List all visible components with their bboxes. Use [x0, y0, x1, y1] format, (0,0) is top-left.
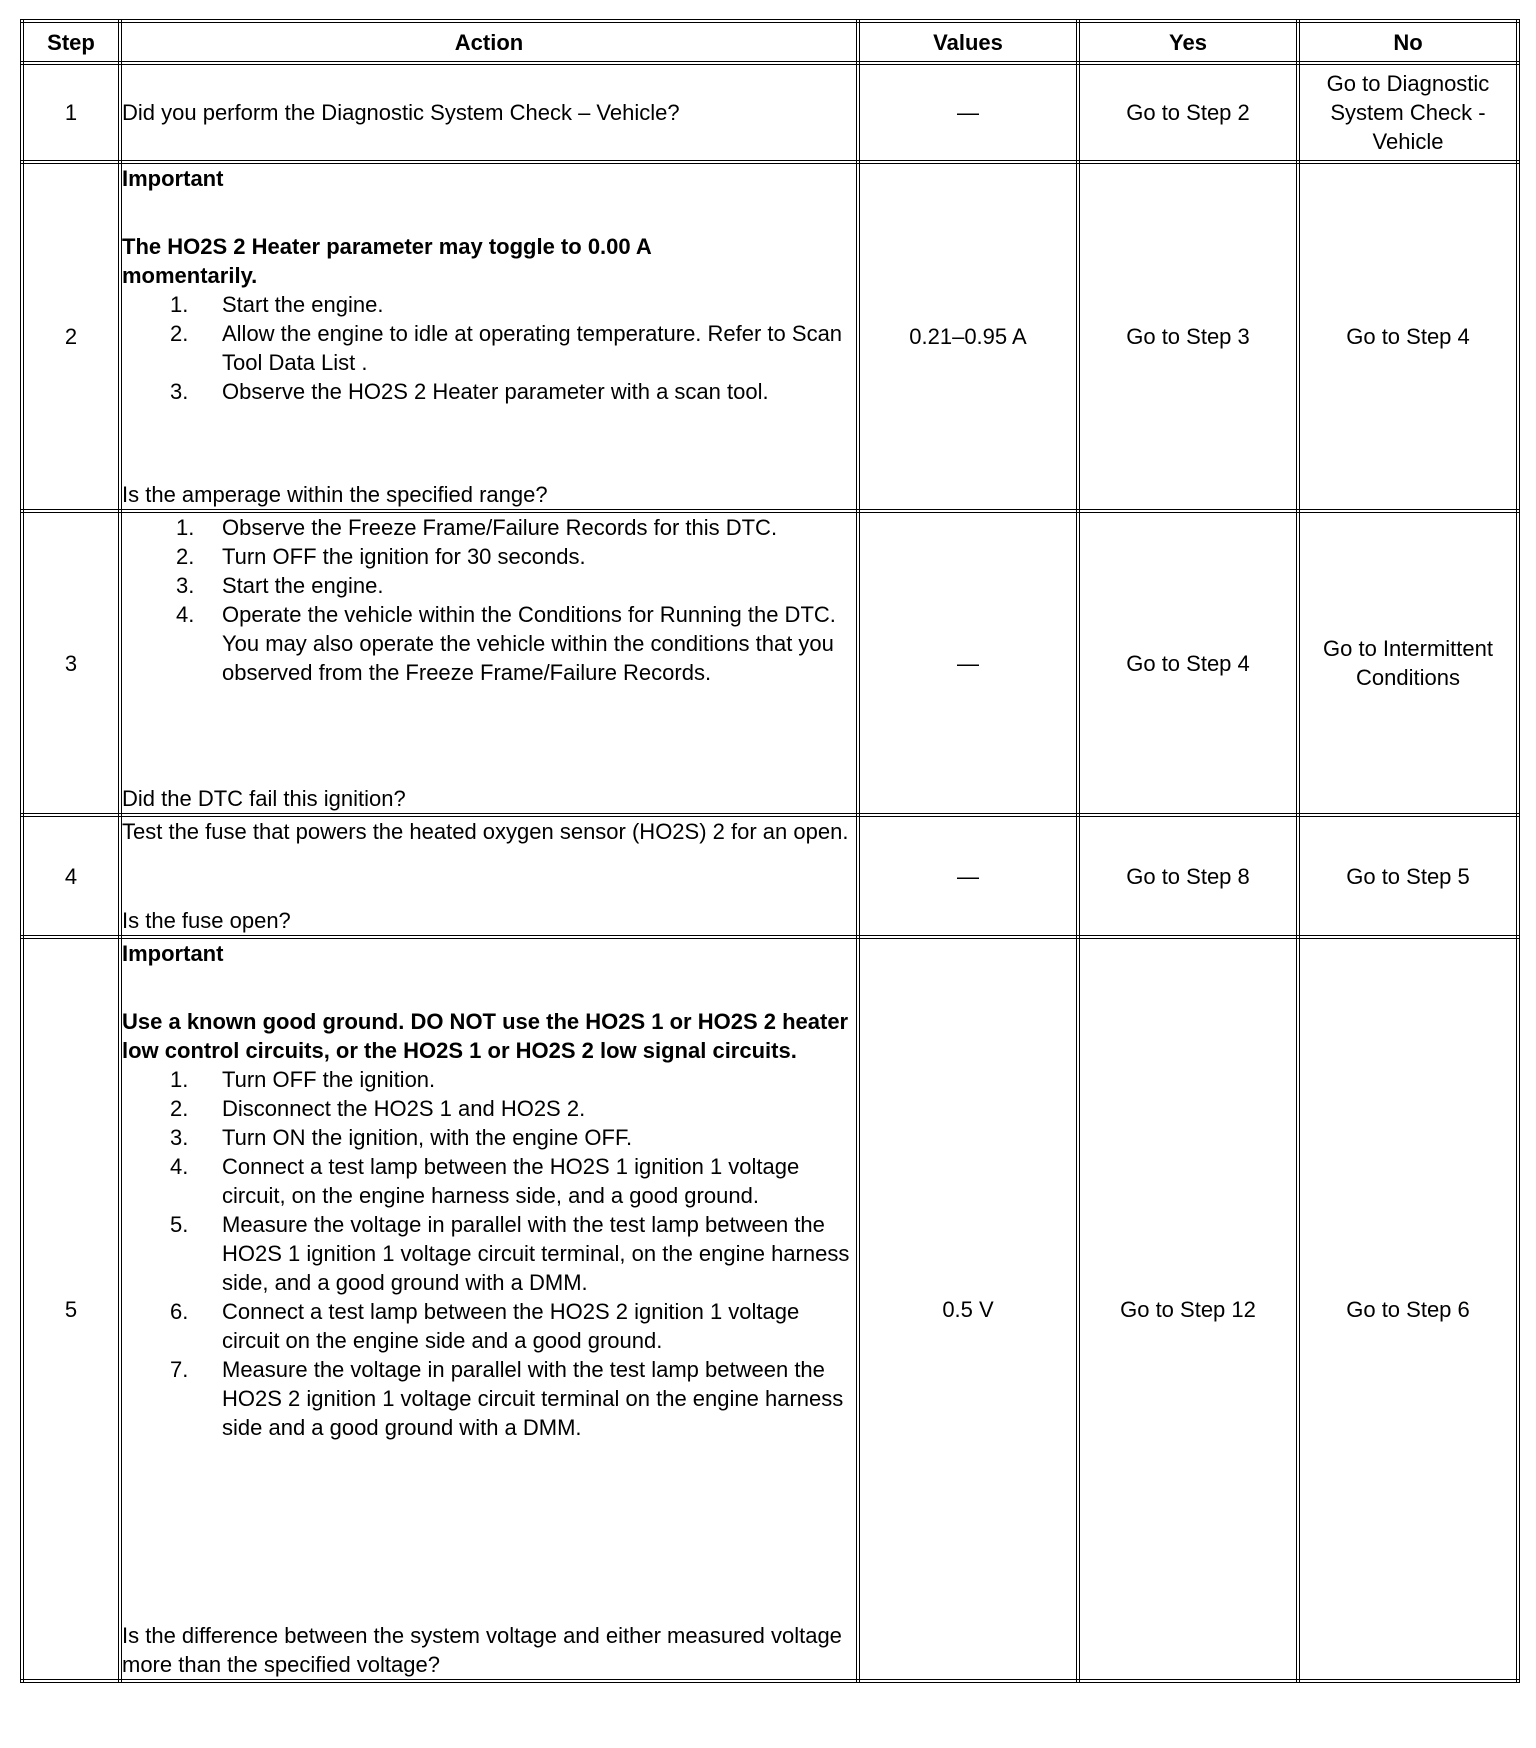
step-list: [122, 290, 856, 406]
important-title: Important: [122, 166, 224, 191]
step-number: 5: [22, 937, 120, 1681]
yes-cell: Go to Step 3: [1078, 162, 1298, 511]
list-item: 1. Observe the Freeze Frame/Failure Records for this DTC.: [176, 515, 778, 540]
action-text: Did you perform the Diagnostic System Check – Vehicle?: [122, 100, 680, 125]
question-text: Is the fuse open?: [122, 908, 291, 933]
question-text: Is the difference between the system voltage and either measured voltage more than the specified voltage?: [122, 1623, 842, 1677]
important-title: Important: [122, 941, 224, 966]
value-cell: —: [858, 63, 1078, 162]
no-cell: Go to Step 6: [1298, 937, 1518, 1681]
no-cell: Go to Step 4: [1298, 162, 1518, 511]
question-text: Is the amperage within the specified range?: [122, 482, 548, 507]
step-number: 1: [22, 63, 120, 162]
table-row: [22, 63, 1518, 162]
important-text: The HO2S 2 Heater parameter may toggle to 0.00 A momentarily.: [122, 234, 651, 288]
step-number: 2: [22, 162, 120, 511]
header-step: Step: [22, 21, 120, 63]
list-item: 1. Start the engine.: [170, 292, 384, 317]
list-item: 2. Disconnect the HO2S 1 and HO2S 2.: [170, 1096, 586, 1121]
header-values: Values: [858, 21, 1078, 63]
header-row: [22, 21, 1518, 63]
list-item: 3. Start the engine.: [176, 573, 384, 598]
table-row: [22, 511, 1518, 815]
table-row: [22, 937, 1518, 1681]
header-no: No: [1298, 21, 1518, 63]
table-row: [22, 815, 1518, 937]
diagnostic-table: [20, 19, 1520, 1683]
list-item: 2. Turn OFF the ignition for 30 seconds.: [176, 544, 586, 569]
value-cell: 0.5 V: [858, 937, 1078, 1681]
value-cell: —: [858, 815, 1078, 937]
list-item: 4. Connect a test lamp between the HO2S 1 ignition 1 voltage circuit, on the engine harness side, and a good ground.: [170, 1154, 800, 1208]
list-item: 5. Measure the voltage in parallel with the test lamp between the HO2S 1 ignition 1 voltage circuit terminal, on the engine harness side, and a good ground with a DMM.: [170, 1212, 850, 1295]
list-item: 1. Turn OFF the ignition.: [170, 1067, 436, 1092]
no-cell: Go to Diagnostic System Check - Vehicle: [1298, 63, 1518, 162]
list-item: 2. Allow the engine to idle at operating temperature. Refer to Scan Tool Data List .: [170, 321, 843, 375]
list-item: 6. Connect a test lamp between the HO2S 2 ignition 1 voltage circuit on the engine side and a good ground.: [170, 1299, 800, 1353]
step-list: [122, 513, 856, 687]
action-cell: [120, 63, 858, 162]
action-cell: [120, 162, 858, 511]
value-cell: —: [858, 511, 1078, 815]
action-cell: [120, 937, 858, 1681]
yes-cell: Go to Step 8: [1078, 815, 1298, 937]
action-cell: [120, 815, 858, 937]
no-cell: Go to Step 5: [1298, 815, 1518, 937]
action-text: Test the fuse that powers the heated oxygen sensor (HO2S) 2 for an open.: [122, 819, 849, 844]
header-yes: Yes: [1078, 21, 1298, 63]
action-cell: [120, 511, 858, 815]
step-number: 3: [22, 511, 120, 815]
value-cell: 0.21–0.95 A: [858, 162, 1078, 511]
list-item: 7. Measure the voltage in parallel with the test lamp between the HO2S 2 ignition 1 voltage circuit terminal on the engine harness side and a good ground with a DMM.: [170, 1357, 844, 1440]
no-cell: Go to Intermittent Conditions: [1298, 511, 1518, 815]
list-item: 3. Observe the HO2S 2 Heater parameter with a scan tool.: [170, 379, 769, 404]
important-text: Use a known good ground. DO NOT use the HO2S 1 or HO2S 2 heater low control circuits, or the HO2S 1 or HO2S 2 low signal circuits.: [122, 1009, 849, 1063]
table-row: [22, 162, 1518, 511]
yes-cell: Go to Step 12: [1078, 937, 1298, 1681]
list-item: 4. Operate the vehicle within the Conditions for Running the DTC. You may also operate the vehicle within the conditions that you observed from the Freeze Frame/Failure Records.: [176, 602, 836, 685]
yes-cell: Go to Step 2: [1078, 63, 1298, 162]
yes-cell: Go to Step 4: [1078, 511, 1298, 815]
list-item: 3. Turn ON the ignition, with the engine OFF.: [170, 1125, 633, 1150]
step-list: [122, 1065, 856, 1442]
header-action: Action: [120, 21, 858, 63]
question-text: Did the DTC fail this ignition?: [122, 786, 406, 811]
step-number: 4: [22, 815, 120, 937]
